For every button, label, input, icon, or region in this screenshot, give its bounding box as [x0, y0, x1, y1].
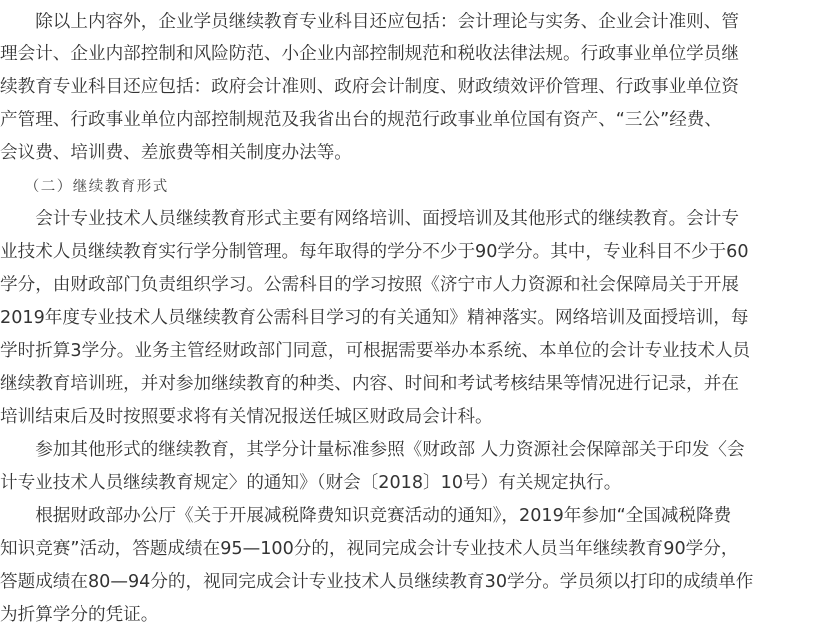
paragraph-2-line-5: 学时折算3学分。业务主管经财政部门同意，可根据需要举办本系统、本单位的会计专业技术人员 — [0, 341, 751, 361]
paragraph-2-line-4: 2019年度专业技术人员继续教育公需科目学习的有关通知》精神落实。网络培训及面授培训，每 — [0, 308, 749, 328]
paragraph-1-line-4: 产管理、行政事业单位内部控制规范及我省出台的规范行政事业单位国有资产、“三公”经费、 — [0, 110, 722, 130]
paragraph-4-line-1: 根据财政部办公厅《关于开展减税降费知识竞赛活动的通知》，2019年参加“全国减税降费 — [0, 506, 732, 526]
paragraph-1-line-5: 会议费、培训费、差旅费等相关制度办法等。 — [0, 143, 352, 163]
paragraph-2-line-2: 业技术人员继续教育实行学分制管理。每年取得的学分不少于90学分。其中，专业科目不少于60 — [0, 242, 749, 262]
paragraph-2-line-7: 培训结束后及时按照要求将有关情况报送任城区财政局会计科。 — [0, 407, 493, 427]
paragraph-4-line-2: 知识竞赛”活动，答题成绩在95—100分的，视同完成会计专业技术人员当年继续教育90学分， — [0, 539, 739, 559]
paragraph-2-line-6: 继续教育培训班，并对参加继续教育的种类、内容、时间和考试考核结果等情况进行记录，并在 — [0, 374, 739, 394]
paragraph-4-line-3: 答题成绩在80—94分的，视同完成会计专业技术人员继续教育30学分。学员须以打印的成绩单作 — [0, 572, 754, 592]
section-heading: （二）继续教育形式 — [0, 179, 169, 195]
paragraph-2-line-3: 学分，由财政部门负责组织学习。公需科目的学习按照《济宁市人力资源和社会保障局关于开展 — [0, 275, 739, 295]
paragraph-2-line-1: 会计专业技术人员继续教育形式主要有网络培训、面授培训及其他形式的继续教育。会计专 — [0, 209, 739, 229]
paragraph-4-line-4: 为折算学分的凭证。 — [0, 605, 159, 625]
paragraph-1-line-3: 续教育专业科目还应包括：政府会计准则、政府会计制度、财政绩效评价管理、行政事业单位资 — [0, 77, 739, 97]
paragraph-1-line-1: 除以上内容外，企业学员继续教育专业科目还应包括：会计理论与实务、企业会计准则、管 — [0, 12, 739, 32]
paragraph-1-line-2: 理会计、企业内部控制和风险防范、小企业内部控制规范和税收法律法规。行政事业单位学员继 — [0, 44, 739, 64]
paragraph-3-line-2: 计专业技术人员继续教育规定〉的通知》（财会〔2018〕10号）有关规定执行。 — [0, 473, 622, 493]
paragraph-3-line-1: 参加其他形式的继续教育，其学分计量标准参照《财政部 人力资源社会保障部关于印发〈会 — [0, 440, 745, 460]
